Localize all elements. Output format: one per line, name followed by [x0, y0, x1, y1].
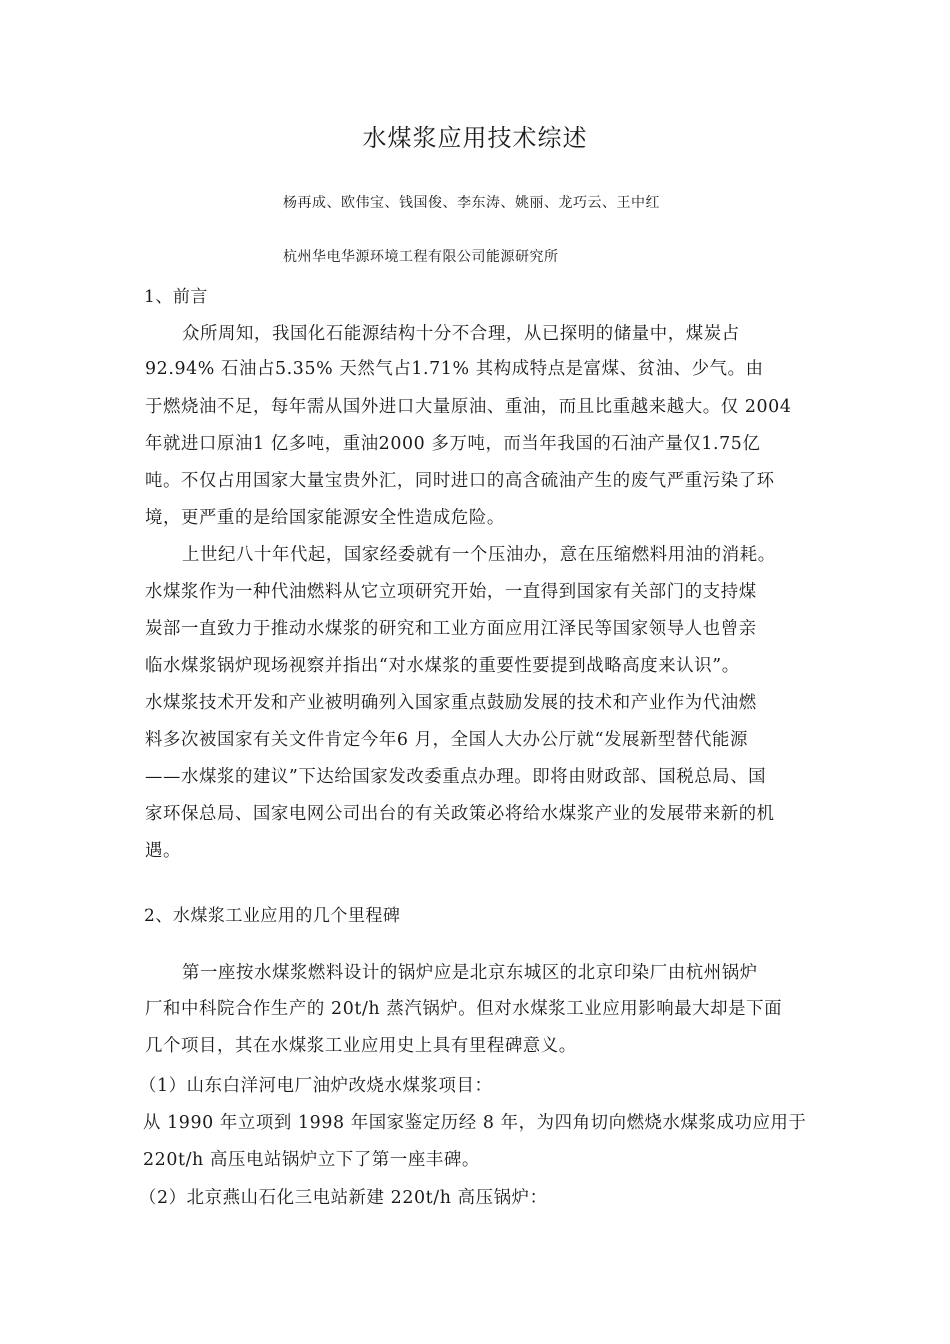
paragraph-line: 92.94% 石油占5.35% 天然气占1.71% 其构成特点是富煤、贫油、少气。由	[145, 359, 764, 379]
paragraph-line: 水煤浆作为一种代油燃料从它立项研究开始，一直得到国家有关部门的支持煤	[145, 582, 757, 602]
affiliation: 杭州华电华源环境工程有限公司能源研究所	[283, 249, 559, 265]
list-item: （1）山东白洋河电厂油炉改烧水煤浆项目：	[139, 1076, 493, 1096]
paragraph-line: 料多次被国家有关文件肯定今年6 月，全国人大办公厅就“发展新型替代能源	[145, 730, 748, 750]
paragraph-line: 上世纪八十年代起，国家经委就有一个压油办，意在压缩燃料用油的消耗。	[182, 545, 776, 565]
paragraph-line: 厂和中科院合作生产的 20t/h 蒸汽锅炉。但对水煤浆工业应用影响最大却是下面	[145, 999, 783, 1019]
paragraph-line: 从 1990 年立项到 1998 年国家鉴定历经 8 年，为四角切向燃烧水煤浆成功应用于	[143, 1113, 807, 1133]
paragraph-line: 年就进口原油1 亿多吨，重油2000 多万吨，而当年我国的石油产量仅1.75亿	[145, 434, 761, 454]
paragraph-line: 炭部一直致力于推动水煤浆的研究和工业方面应用江泽民等国家领导人也曾亲	[145, 619, 757, 639]
list-item: （2）北京燕山石化三电站新建 220t/h 高压锅炉：	[139, 1188, 548, 1208]
paragraph-line: 于燃烧油不足，每年需从国外进口大量原油、重油，而且比重越来越大。仅 2004	[145, 397, 792, 417]
paragraph-line: 遇。	[145, 841, 181, 861]
document-title: 水煤浆应用技术综述	[362, 124, 588, 152]
paragraph-line: 第一座按水煤浆燃料设计的锅炉应是北京东城区的北京印染厂由杭州锅炉	[182, 963, 758, 983]
paragraph-line: 临水煤浆锅炉现场视察并指出“对水煤浆的重要性要提到战略高度来认识”。	[145, 656, 740, 676]
section-heading: 2、水煤浆工业应用的几个里程碑	[144, 906, 401, 926]
paragraph-line: 众所周知，我国化石能源结构十分不合理，从已探明的储量中，煤炭占	[182, 324, 740, 344]
paragraph-line: 家环保总局、国家电网公司出台的有关政策必将给水煤浆产业的发展带来新的机	[145, 804, 775, 824]
paragraph-line: 境，更严重的是给国家能源安全性造成危险。	[145, 508, 505, 528]
paragraph-line: 水煤浆技术开发和产业被明确列入国家重点鼓励发展的技术和产业作为代油燃	[145, 693, 757, 713]
paragraph-line: ——水煤浆的建议”下达给国家发改委重点办理。即将由财政部、国税总局、国	[145, 767, 767, 787]
paragraph-line: 220t/h 高压电站锅炉立下了第一座丰碑。	[143, 1150, 480, 1170]
author-list: 杨再成、欧伟宝、钱国俊、李东涛、姚丽、龙巧云、王中红	[283, 195, 660, 211]
paragraph-line: 吨。不仅占用国家大量宝贵外汇，同时进口的高含硫油产生的废气严重污染了环	[145, 471, 775, 491]
paragraph-line: 几个项目，其在水煤浆工业应用史上具有里程碑意义。	[145, 1036, 577, 1056]
section-heading: 1、前言	[144, 287, 208, 307]
